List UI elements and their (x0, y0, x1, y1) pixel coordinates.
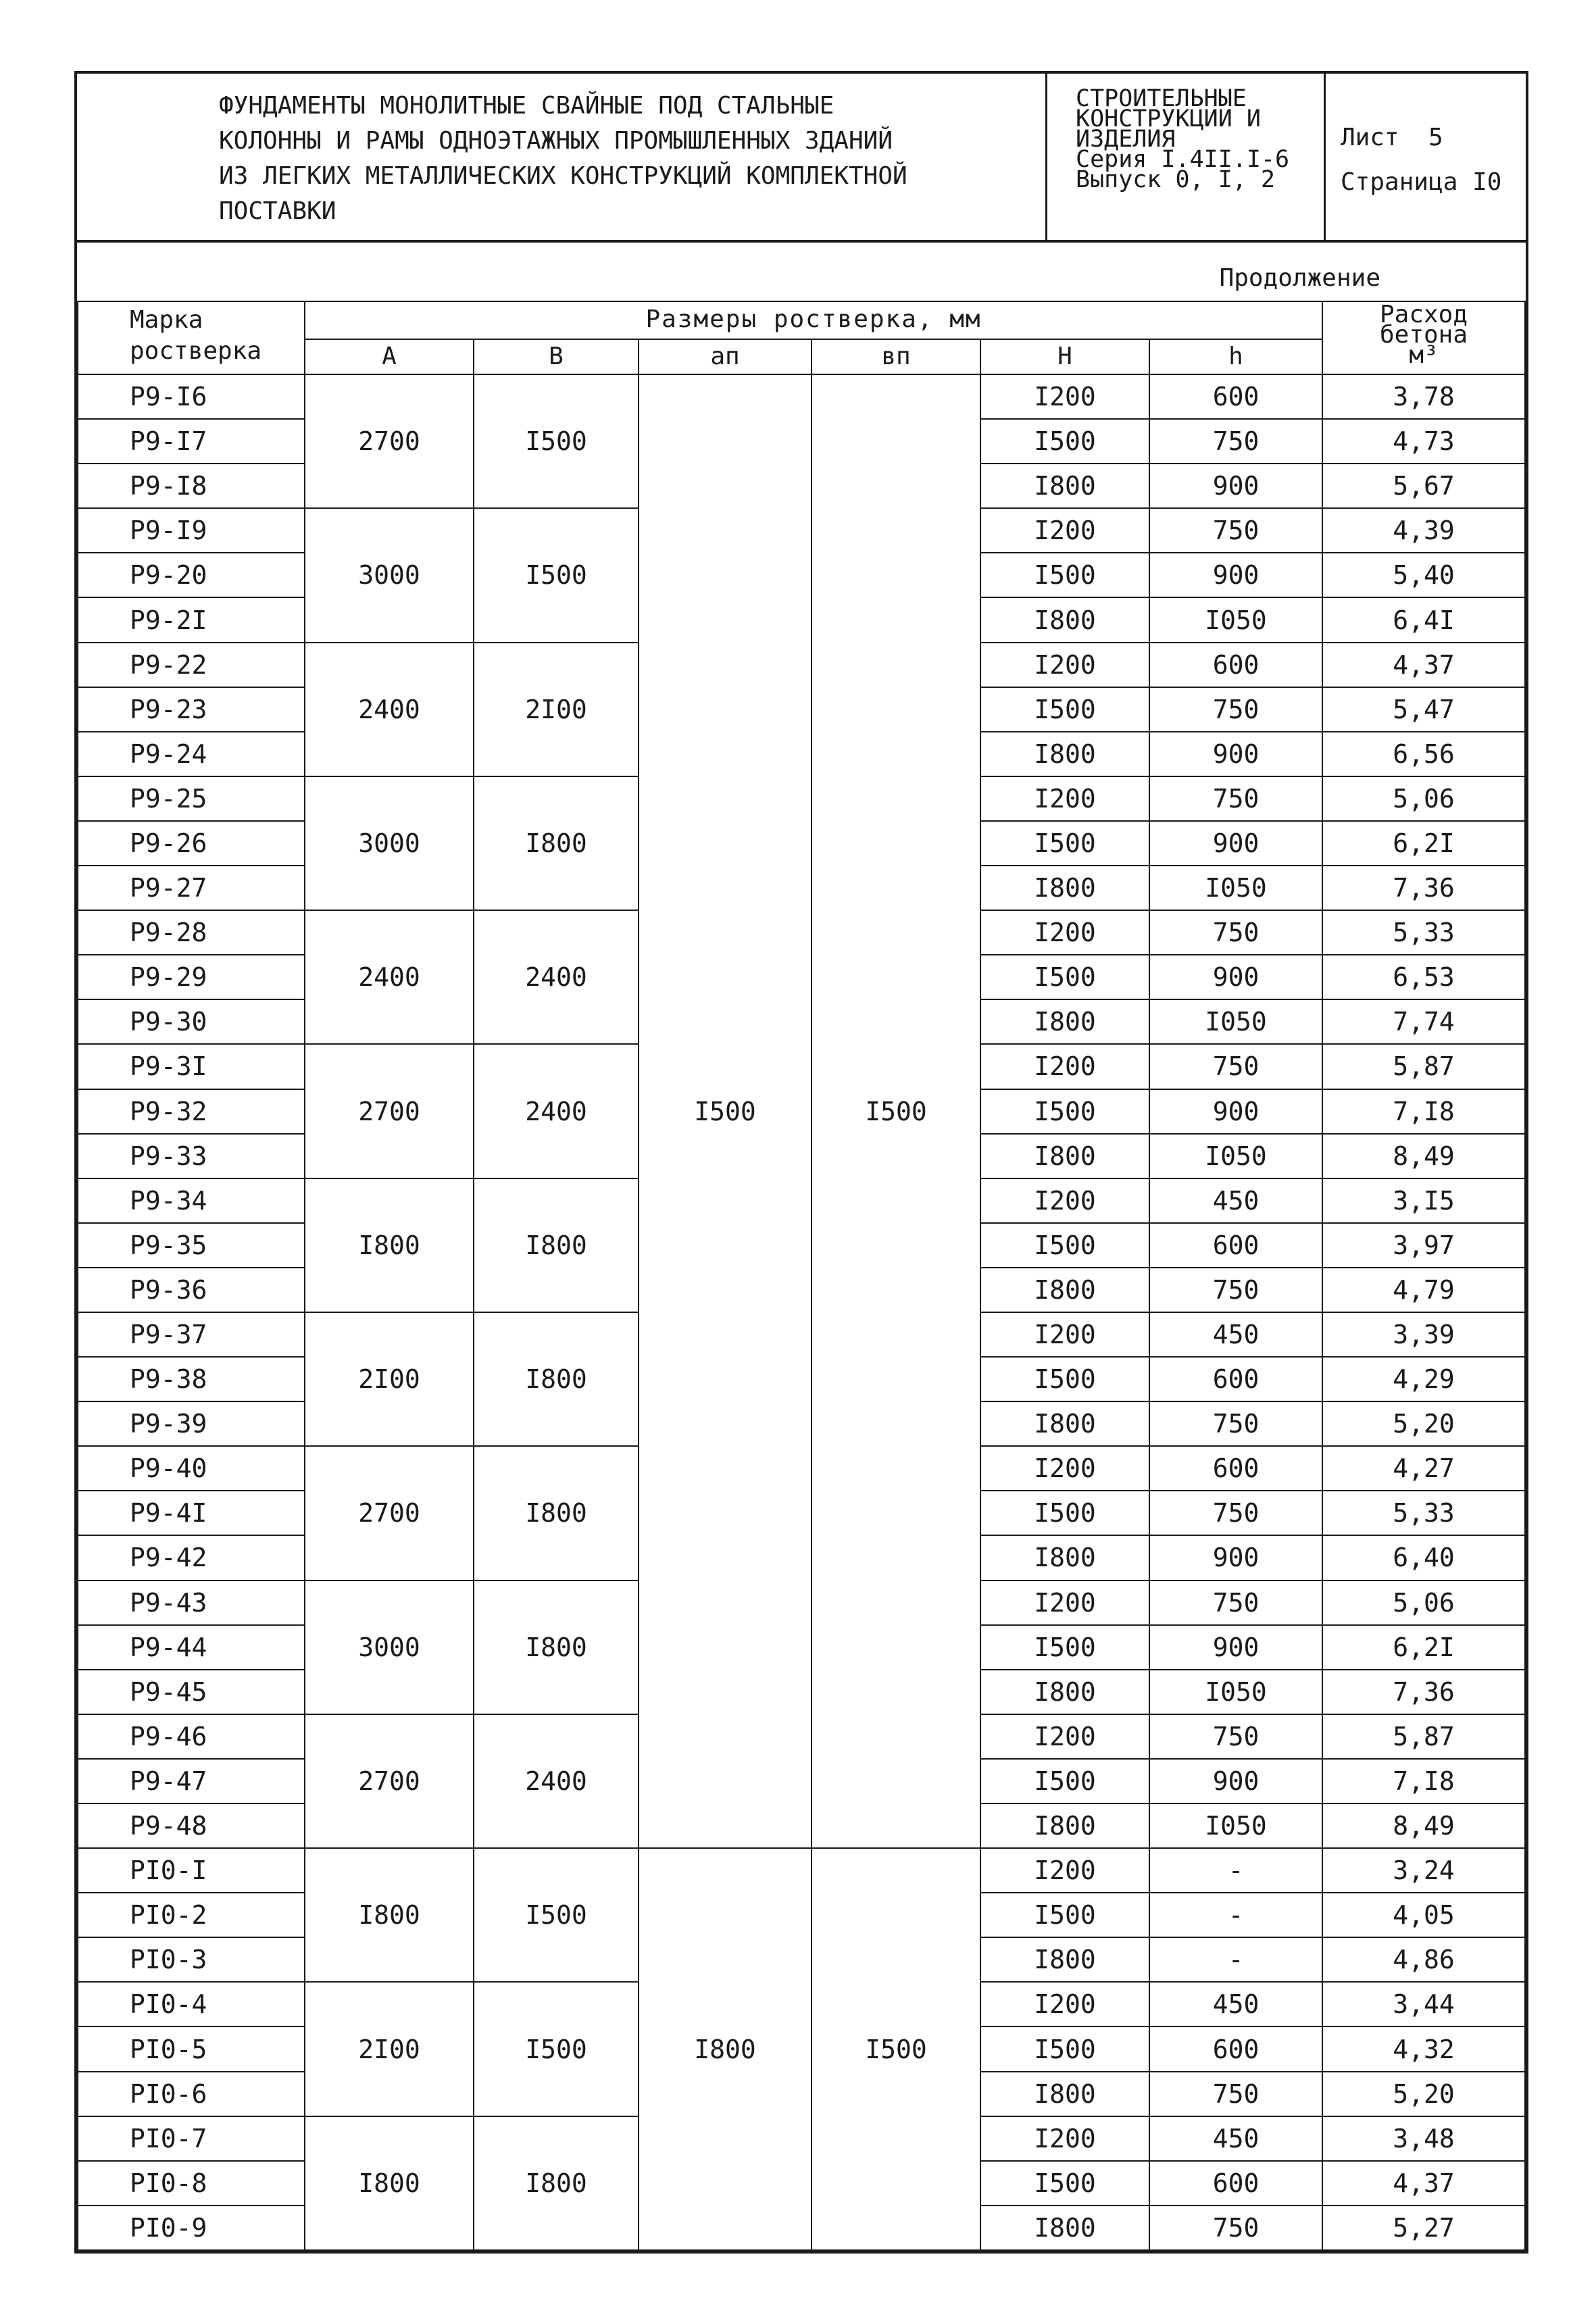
cell-mark: P9-43 (78, 1580, 305, 1625)
cell-H: I500 (980, 821, 1149, 866)
cell-concrete: 5,06 (1322, 1580, 1525, 1625)
cell-mark: P9-34 (78, 1178, 305, 1223)
cell-mark: P9-47 (78, 1759, 305, 1803)
cell-mark: P9-20 (78, 553, 305, 597)
cell-a: I800 (305, 1848, 474, 1982)
header-bn: вп (812, 339, 980, 374)
cell-mark: PI0-8 (78, 2161, 305, 2206)
cell-h: - (1149, 1848, 1322, 1893)
cell-H: I200 (980, 910, 1149, 955)
title-cell (77, 74, 1047, 240)
cell-concrete: 5,06 (1322, 776, 1525, 821)
cell-b: I800 (474, 1178, 639, 1312)
cell-h: 900 (1149, 1759, 1322, 1803)
cell-mark: P9-33 (78, 1134, 305, 1178)
cell-b: I800 (474, 776, 639, 910)
table-row (78, 1848, 1525, 1893)
cell-mark: P9-46 (78, 1714, 305, 1759)
header-h: h (1149, 339, 1322, 374)
cell-b: I500 (474, 1982, 639, 2116)
cell-H: I500 (980, 553, 1149, 597)
cell-H: I800 (980, 1803, 1149, 1848)
cell-H: I200 (980, 2116, 1149, 2161)
series-line: СТРОИТЕЛЬНЫЕ (1076, 85, 1247, 112)
cell-H: I800 (980, 1670, 1149, 1714)
cell-mark: P9-35 (78, 1223, 305, 1268)
cell-H: I500 (980, 1491, 1149, 1535)
cell-h: 450 (1149, 2116, 1322, 2161)
cell-H: I800 (980, 999, 1149, 1044)
cell-mark: P9-4I (78, 1491, 305, 1535)
cell-h: 450 (1149, 1312, 1322, 1357)
cell-h: 750 (1149, 1044, 1322, 1089)
cell-a: 2700 (305, 1446, 474, 1580)
cell-H: I200 (980, 1446, 1149, 1491)
cell-bn: I500 (812, 374, 980, 1848)
cell-mark: PI0-3 (78, 1937, 305, 1982)
header-concrete-line: бетона (1379, 321, 1468, 349)
cell-mark: P9-36 (78, 1268, 305, 1312)
cell-h: 750 (1149, 1268, 1322, 1312)
cell-H: I200 (980, 643, 1149, 687)
cell-H: I500 (980, 2161, 1149, 2206)
cell-concrete: 4,29 (1322, 1357, 1525, 1401)
cell-concrete: 3,39 (1322, 1312, 1525, 1357)
cell-concrete: 5,87 (1322, 1044, 1525, 1089)
cell-b: 2I00 (474, 643, 639, 776)
cell-H: I500 (980, 1357, 1149, 1401)
cell-b: I800 (474, 2116, 639, 2250)
cell-b: 2400 (474, 1044, 639, 1178)
cell-concrete: 4,39 (1322, 508, 1525, 553)
cell-mark: P9-25 (78, 776, 305, 821)
cell-b: I500 (474, 1848, 639, 1982)
cell-H: I200 (980, 1580, 1149, 1625)
cell-concrete: 6,4I (1322, 597, 1525, 642)
header-sizes: Размеры ростверка, мм (305, 301, 1322, 339)
cell-h: 450 (1149, 1178, 1322, 1223)
cell-mark: P9-I7 (78, 419, 305, 464)
cell-concrete: 4,37 (1322, 643, 1525, 687)
cell-H: I500 (980, 1089, 1149, 1134)
cell-mark: P9-23 (78, 687, 305, 732)
cell-a: 3000 (305, 776, 474, 910)
cell-a: 2400 (305, 643, 474, 776)
sheet-info (1341, 116, 1501, 205)
series-line: Выпуск 0, I, 2 (1076, 166, 1276, 193)
cell-concrete: 3,78 (1322, 374, 1525, 419)
cell-H: I800 (980, 597, 1149, 642)
cell-concrete: 7,36 (1322, 1670, 1525, 1714)
cell-h: 750 (1149, 508, 1322, 553)
table-row (78, 374, 1525, 419)
cell-concrete: 4,79 (1322, 1268, 1525, 1312)
title-block (77, 74, 1526, 243)
cell-mark: P9-2I (78, 597, 305, 642)
cell-h: 900 (1149, 821, 1322, 866)
cell-H: I800 (980, 1535, 1149, 1580)
foundation-table (77, 301, 1526, 2251)
cell-b: I800 (474, 1312, 639, 1446)
cell-h: 750 (1149, 1580, 1322, 1625)
cell-a: 2I00 (305, 1312, 474, 1446)
cell-h: 900 (1149, 1089, 1322, 1134)
continuation-label: Продолжение (1219, 264, 1380, 292)
series-line: КОНСТРУКЦИИ И (1076, 105, 1261, 132)
cell-a: 2700 (305, 1714, 474, 1848)
cell-h: I050 (1149, 999, 1322, 1044)
cell-H: I200 (980, 1044, 1149, 1089)
cell-mark: P9-24 (78, 732, 305, 776)
cell-an: I800 (639, 1848, 812, 2250)
cell-concrete: 6,2I (1322, 821, 1525, 866)
cell-mark: P9-40 (78, 1446, 305, 1491)
cell-H: I800 (980, 1401, 1149, 1446)
cell-mark: P9-3I (78, 1044, 305, 1089)
cell-b: I800 (474, 1446, 639, 1580)
cell-a: 2700 (305, 374, 474, 508)
cell-mark: P9-37 (78, 1312, 305, 1357)
table-body (78, 374, 1525, 2250)
cell-concrete: 7,36 (1322, 866, 1525, 910)
cell-a: 3000 (305, 1580, 474, 1714)
title-line: ИЗ ЛЕГКИХ МЕТАЛЛИЧЕСКИХ КОНСТРУКЦИЙ КОМПЛЕКТНОЙ (219, 162, 907, 190)
cell-H: I200 (980, 1714, 1149, 1759)
title-line: КОЛОННЫ И РАМЫ ОДНОЭТАЖНЫХ ПРОМЫШЛЕННЫХ ЗДАНИЙ (219, 127, 893, 155)
cell-concrete: 7,I8 (1322, 1759, 1525, 1803)
cell-mark: P9-I6 (78, 374, 305, 419)
cell-concrete: 4,73 (1322, 419, 1525, 464)
cell-h: I050 (1149, 1670, 1322, 1714)
cell-concrete: 5,33 (1322, 910, 1525, 955)
cell-a: I800 (305, 2116, 474, 2250)
document-sheet (74, 71, 1528, 2254)
cell-h: 900 (1149, 955, 1322, 999)
cell-concrete: 5,87 (1322, 1714, 1525, 1759)
cell-mark: PI0-9 (78, 2206, 305, 2250)
cell-a: 2700 (305, 1044, 474, 1178)
foundation-table-wrapper (77, 301, 1526, 2251)
cell-h: 600 (1149, 643, 1322, 687)
cell-mark: P9-I8 (78, 464, 305, 508)
cell-concrete: 7,74 (1322, 999, 1525, 1044)
header-H: H (980, 339, 1149, 374)
cell-h: 750 (1149, 776, 1322, 821)
cell-mark: P9-27 (78, 866, 305, 910)
cell-concrete: 5,20 (1322, 2072, 1525, 2116)
series-line: ИЗДЕЛИЯ (1076, 126, 1176, 153)
cell-h: 750 (1149, 1401, 1322, 1446)
cell-concrete: 3,97 (1322, 1223, 1525, 1268)
cell-concrete: 4,27 (1322, 1446, 1525, 1491)
cell-H: I500 (980, 1893, 1149, 1937)
cell-H: I200 (980, 508, 1149, 553)
cell-concrete: 4,05 (1322, 1893, 1525, 1937)
header-mark (78, 301, 305, 374)
cell-H: I500 (980, 1759, 1149, 1803)
cell-H: I200 (980, 374, 1149, 419)
sheet-number: Лист 5 (1341, 124, 1443, 151)
cell-H: I800 (980, 2206, 1149, 2250)
cell-concrete: 5,20 (1322, 1401, 1525, 1446)
cell-H: I200 (980, 1982, 1149, 2026)
cell-h: 750 (1149, 2072, 1322, 2116)
series-cell (1047, 74, 1326, 240)
cell-mark: P9-29 (78, 955, 305, 999)
cell-a: 2400 (305, 910, 474, 1044)
cell-mark: P9-26 (78, 821, 305, 866)
cell-H: I500 (980, 687, 1149, 732)
cell-a: 3000 (305, 508, 474, 642)
cell-concrete: 4,37 (1322, 2161, 1525, 2206)
cell-mark: PI0-6 (78, 2072, 305, 2116)
header-an: aп (639, 339, 812, 374)
cell-mark: PI0-I (78, 1848, 305, 1893)
cell-h: 600 (1149, 1357, 1322, 1401)
header-a: A (305, 339, 474, 374)
cell-bn: I500 (812, 1848, 980, 2250)
cell-h: - (1149, 1937, 1322, 1982)
cell-h: 600 (1149, 2026, 1322, 2071)
series-line: Серия I.4II.I-6 (1076, 146, 1290, 173)
cell-concrete: 6,40 (1322, 1535, 1525, 1580)
header-mark-line: ростверка (130, 337, 262, 365)
cell-H: I200 (980, 776, 1149, 821)
cell-concrete: 5,67 (1322, 464, 1525, 508)
cell-mark: PI0-2 (78, 1893, 305, 1937)
cell-mark: P9-39 (78, 1401, 305, 1446)
cell-mark: P9-22 (78, 643, 305, 687)
cell-mark: PI0-5 (78, 2026, 305, 2071)
cell-concrete: 7,I8 (1322, 1089, 1525, 1134)
cell-concrete: 3,48 (1322, 2116, 1525, 2161)
cell-concrete: 8,49 (1322, 1134, 1525, 1178)
cell-mark: P9-42 (78, 1535, 305, 1580)
cell-h: 900 (1149, 732, 1322, 776)
cell-mark: P9-48 (78, 1803, 305, 1848)
cell-b: I800 (474, 1580, 639, 1714)
cell-mark: P9-32 (78, 1089, 305, 1134)
cell-h: 750 (1149, 1714, 1322, 1759)
cell-h: 900 (1149, 464, 1322, 508)
cell-H: I800 (980, 1937, 1149, 1982)
title-line: ПОСТАВКИ (219, 197, 336, 225)
page-number: Страница I0 (1341, 168, 1502, 196)
cell-H: I200 (980, 1178, 1149, 1223)
cell-H: I500 (980, 1625, 1149, 1670)
cell-concrete: 5,40 (1322, 553, 1525, 597)
cell-h: I050 (1149, 1134, 1322, 1178)
cell-h: 750 (1149, 2206, 1322, 2250)
cell-H: I200 (980, 1312, 1149, 1357)
cell-mark: PI0-7 (78, 2116, 305, 2161)
cell-mark: P9-28 (78, 910, 305, 955)
cell-a: 2I00 (305, 1982, 474, 2116)
cell-mark: P9-30 (78, 999, 305, 1044)
cell-concrete: 4,32 (1322, 2026, 1525, 2071)
cell-concrete: 5,27 (1322, 2206, 1525, 2250)
cell-h: I050 (1149, 866, 1322, 910)
cell-H: I800 (980, 2072, 1149, 2116)
cell-concrete: 6,56 (1322, 732, 1525, 776)
cell-b: I500 (474, 508, 639, 642)
cell-H: I500 (980, 955, 1149, 999)
cell-h: 750 (1149, 419, 1322, 464)
header-b: B (474, 339, 639, 374)
cell-concrete: 8,49 (1322, 1803, 1525, 1848)
document-title (219, 89, 1030, 229)
cell-H: I800 (980, 464, 1149, 508)
cell-H: I500 (980, 2026, 1149, 2071)
cell-concrete: 5,47 (1322, 687, 1525, 732)
cell-h: 900 (1149, 1535, 1322, 1580)
sheet-cell (1326, 74, 1526, 240)
cell-mark: P9-I9 (78, 508, 305, 553)
cell-h: 600 (1149, 2161, 1322, 2206)
cell-h: 750 (1149, 1491, 1322, 1535)
cell-H: I200 (980, 1848, 1149, 1893)
cell-h: 900 (1149, 1625, 1322, 1670)
cell-b: 2400 (474, 910, 639, 1044)
cell-h: 750 (1149, 687, 1322, 732)
cell-h: 600 (1149, 374, 1322, 419)
cell-H: I800 (980, 732, 1149, 776)
cell-concrete: 3,I5 (1322, 1178, 1525, 1223)
cell-H: I800 (980, 866, 1149, 910)
cell-h: 600 (1149, 1446, 1322, 1491)
cell-concrete: 3,24 (1322, 1848, 1525, 1893)
cell-concrete: 6,53 (1322, 955, 1525, 999)
cell-b: I500 (474, 374, 639, 508)
cell-h: 900 (1149, 553, 1322, 597)
cell-concrete: 4,86 (1322, 1937, 1525, 1982)
cell-mark: P9-38 (78, 1357, 305, 1401)
header-concrete-line: м³ (1409, 341, 1439, 369)
cell-H: I500 (980, 419, 1149, 464)
header-concrete (1322, 301, 1525, 374)
cell-h: 750 (1149, 910, 1322, 955)
cell-h: - (1149, 1893, 1322, 1937)
header-mark-line: Марка (130, 306, 203, 334)
cell-H: I800 (980, 1268, 1149, 1312)
cell-h: 450 (1149, 1982, 1322, 2026)
cell-mark: P9-45 (78, 1670, 305, 1714)
cell-b: 2400 (474, 1714, 639, 1848)
cell-concrete: 3,44 (1322, 1982, 1525, 2026)
cell-an: I500 (639, 374, 812, 1848)
title-line: ФУНДАМЕНТЫ МОНОЛИТНЫЕ СВАЙНЫЕ ПОД СТАЛЬНЫЕ (219, 92, 834, 120)
header-concrete-line: Расход (1379, 301, 1468, 328)
cell-h: 600 (1149, 1223, 1322, 1268)
cell-concrete: 6,2I (1322, 1625, 1525, 1670)
cell-H: I500 (980, 1223, 1149, 1268)
cell-H: I800 (980, 1134, 1149, 1178)
cell-h: I050 (1149, 1803, 1322, 1848)
cell-concrete: 5,33 (1322, 1491, 1525, 1535)
cell-a: I800 (305, 1178, 474, 1312)
series-info (1076, 85, 1290, 193)
cell-mark: PI0-4 (78, 1982, 305, 2026)
cell-h: I050 (1149, 597, 1322, 642)
cell-mark: P9-44 (78, 1625, 305, 1670)
